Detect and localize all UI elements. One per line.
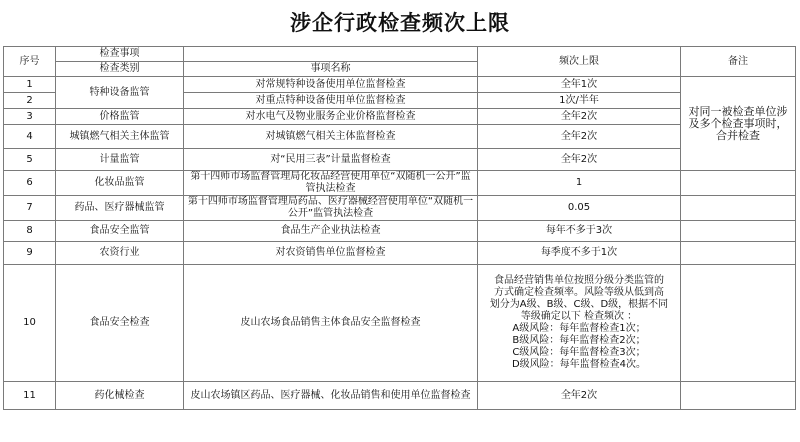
table-row bbox=[4, 171, 796, 196]
header-check-category: 检查类别 bbox=[56, 62, 184, 77]
cell-freq: 全年2次 bbox=[478, 382, 681, 410]
header-freq: 频次上限 bbox=[478, 47, 681, 77]
cell-category: 计量监管 bbox=[56, 149, 184, 171]
cell-freq: 全年2次 bbox=[478, 125, 681, 149]
cell-item: 对重点特种设备使用单位监督检查 bbox=[184, 93, 478, 109]
cell-item: 第十四师市场监督管理局化妆品经营使用单位“双随机一公开”监管执法检查 bbox=[184, 171, 478, 196]
cell-category: 化妆品监管 bbox=[56, 171, 184, 196]
table-row bbox=[4, 221, 796, 242]
freq-detail-line: D级风险：每年监督检查4次。 bbox=[511, 359, 647, 370]
cell-seq: 1 bbox=[4, 77, 56, 93]
header-remark: 备注 bbox=[681, 47, 796, 77]
cell-remark: 对同一被检查单位涉及多个检查事项时，合并检查 bbox=[681, 77, 796, 171]
cell-freq-detail bbox=[478, 265, 681, 382]
table-row bbox=[4, 196, 796, 221]
cell-seq: 2 bbox=[4, 93, 56, 109]
cell-remark-empty bbox=[681, 265, 796, 382]
cell-remark-empty bbox=[681, 382, 796, 410]
cell-seq: 7 bbox=[4, 196, 56, 221]
cell-freq: 每年不多于3次 bbox=[478, 221, 681, 242]
freq-detail-line: C级风险：每年监督检查3次； bbox=[512, 347, 646, 358]
freq-detail-line: 方式确定检查频率。风险等级从低到高 bbox=[494, 287, 664, 298]
cell-category: 药品、医疗器械监管 bbox=[56, 196, 184, 221]
cell-category: 药化械检查 bbox=[56, 382, 184, 410]
cell-seq: 10 bbox=[4, 265, 56, 382]
cell-freq: 每季度不多于1次 bbox=[478, 242, 681, 265]
freq-detail-line: 划分为A级、B级、C级、D级，根据不同 bbox=[489, 299, 669, 310]
cell-freq: 全年1次 bbox=[478, 77, 681, 93]
table-row bbox=[4, 109, 796, 125]
cell-item: 皮山农场镇区药品、医疗器械、化妆品销售和使用单位监督检查 bbox=[184, 382, 478, 410]
table-row bbox=[4, 382, 796, 410]
cell-freq: 全年2次 bbox=[478, 149, 681, 171]
freq-detail-lines bbox=[481, 275, 677, 371]
cell-seq: 6 bbox=[4, 171, 56, 196]
cell-freq: 1 bbox=[478, 171, 681, 196]
cell-item: 对“民用三表”计量监督检查 bbox=[184, 149, 478, 171]
cell-freq: 0.05 bbox=[478, 196, 681, 221]
freq-detail-line: B级风险：每年监督检查2次； bbox=[512, 335, 646, 346]
header-blank bbox=[184, 47, 478, 62]
cell-freq: 全年2次 bbox=[478, 109, 681, 125]
cell-seq: 5 bbox=[4, 149, 56, 171]
cell-category: 价格监管 bbox=[56, 109, 184, 125]
cell-category: 食品安全监管 bbox=[56, 221, 184, 242]
table-row bbox=[4, 265, 796, 382]
cell-freq: 1次/半年 bbox=[478, 93, 681, 109]
cell-item: 食品生产企业执法检查 bbox=[184, 221, 478, 242]
cell-category: 特种设备监管 bbox=[56, 77, 184, 109]
cell-remark-empty bbox=[681, 196, 796, 221]
cell-remark-empty bbox=[681, 171, 796, 196]
cell-remark-empty bbox=[681, 242, 796, 265]
cell-item: 对农资销售单位监督检查 bbox=[184, 242, 478, 265]
cell-category: 农资行业 bbox=[56, 242, 184, 265]
inspection-table bbox=[3, 46, 796, 410]
table-row bbox=[4, 77, 796, 93]
cell-remark-empty bbox=[681, 221, 796, 242]
cell-category: 食品安全检查 bbox=[56, 265, 184, 382]
cell-seq: 4 bbox=[4, 125, 56, 149]
freq-detail-line: 食品经营销售单位按照分级分类监管的 bbox=[494, 275, 664, 286]
table-row bbox=[4, 149, 796, 171]
page-title: 涉企行政检查频次上限 bbox=[290, 10, 510, 35]
table-row bbox=[4, 242, 796, 265]
cell-seq: 3 bbox=[4, 109, 56, 125]
freq-detail-line: A级风险：每年监督检查1次； bbox=[512, 323, 646, 334]
cell-item: 皮山农场食品销售主体食品安全监督检查 bbox=[184, 265, 478, 382]
cell-item: 对常规特种设备使用单位监督检查 bbox=[184, 77, 478, 93]
cell-seq: 9 bbox=[4, 242, 56, 265]
cell-item: 对水电气及物业服务企业价格监督检查 bbox=[184, 109, 478, 125]
header-check-item: 检查事项 bbox=[56, 47, 184, 62]
cell-category: 城镇燃气相关主体监管 bbox=[56, 125, 184, 149]
cell-item: 第十四师市场监督管理局药品、医疗器械经营使用单位“双随机一公开”监管执法检查 bbox=[184, 196, 478, 221]
table-row bbox=[4, 125, 796, 149]
cell-seq: 8 bbox=[4, 221, 56, 242]
cell-seq: 11 bbox=[4, 382, 56, 410]
header-item-name: 事项名称 bbox=[184, 62, 478, 77]
header-seq: 序号 bbox=[4, 47, 56, 77]
freq-detail-line: 等级确定以下 检查频次 ： bbox=[520, 311, 638, 322]
cell-item: 对城镇燃气相关主体监督检查 bbox=[184, 125, 478, 149]
